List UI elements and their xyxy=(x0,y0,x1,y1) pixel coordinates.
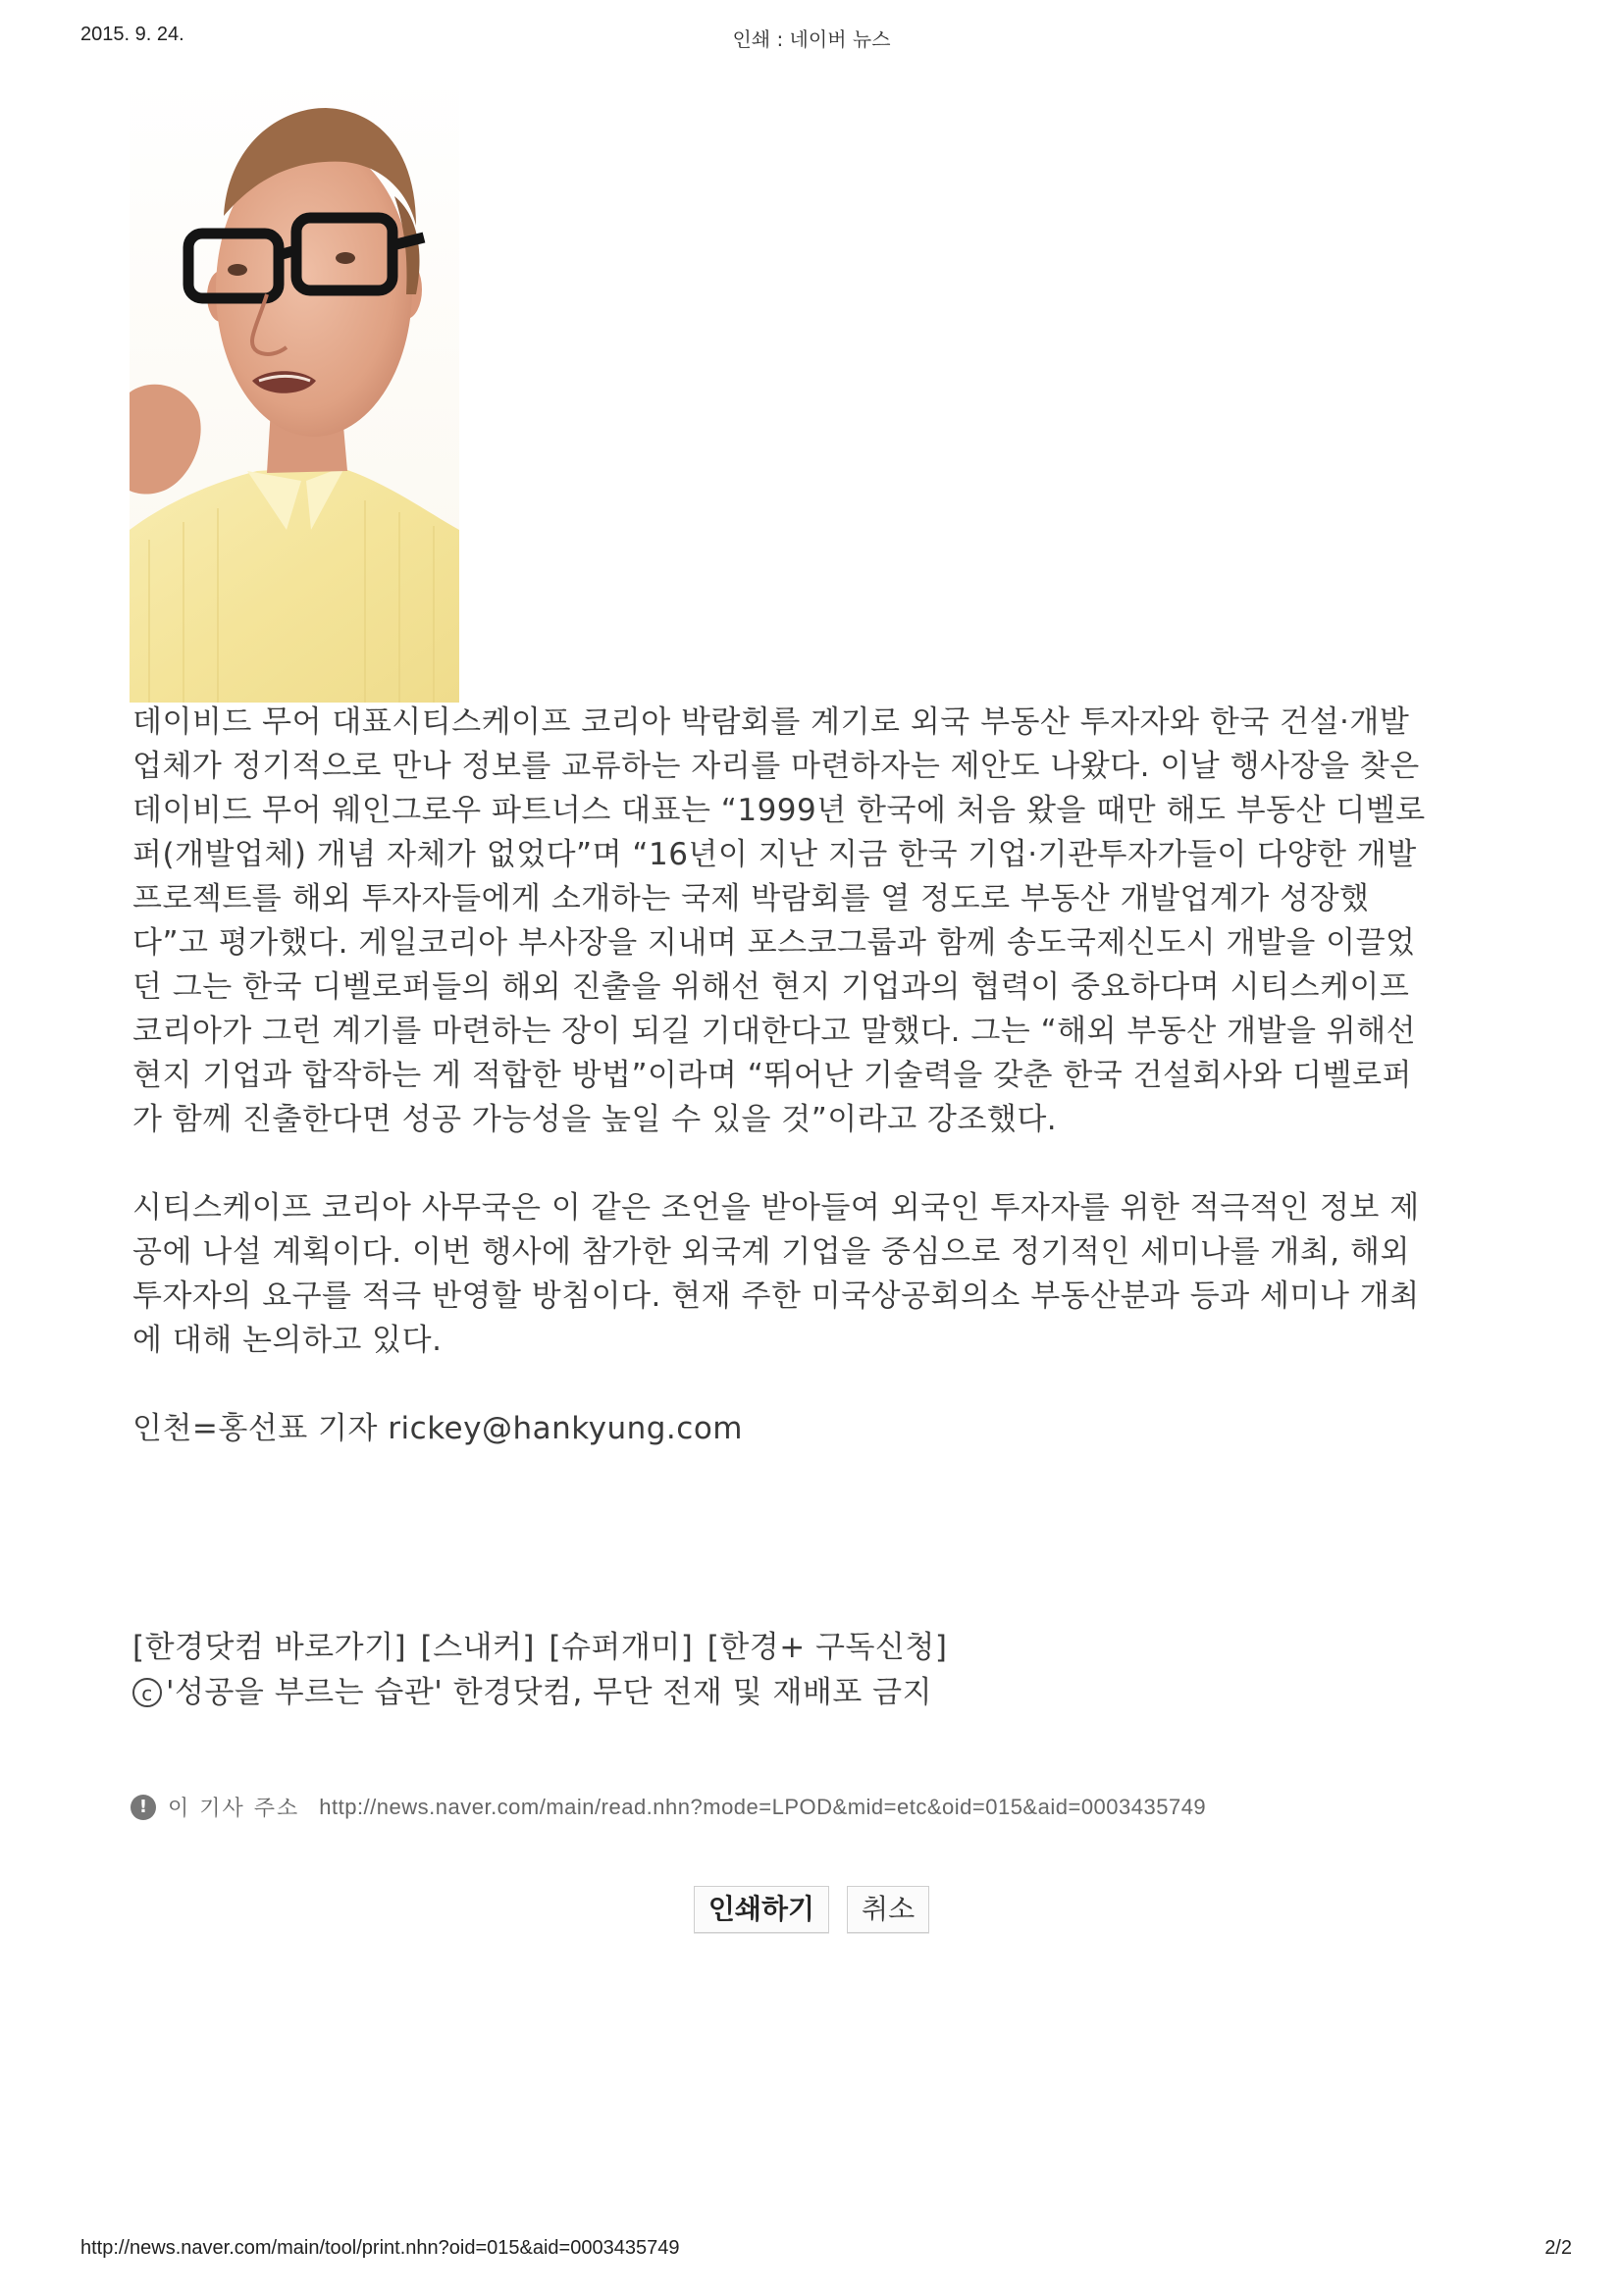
link-row xyxy=(132,1625,1438,1670)
related-links xyxy=(132,1625,1438,1715)
article-source xyxy=(131,1792,1206,1822)
print-actions xyxy=(0,1886,1623,1933)
source-label: 이 기사 주소 xyxy=(168,1797,300,1821)
byline: 인천=홍선표 기자 rickey@hankyung.com xyxy=(132,1411,743,1446)
article-paragraph-2: 시티스케이프 코리아 사무국은 이 같은 조언을 받아들여 외국인 투자자를 위한 적극적인 정보 제공에 나설 계획이다. 이번 행사에 참가한 외국계 기업을 중심으로 정기적인 세미나를 개최, 해외 투자자의 요구를 적극 반영할 방침이다. 현재 주한 미국상공회의소 부동산분과 등과 세미나 개최에 대해 논의하고 있다. xyxy=(132,1190,1420,1358)
info-icon: ! xyxy=(131,1795,156,1820)
cancel-button[interactable]: 취소 xyxy=(847,1886,929,1933)
link-subscribe[interactable]: [한경+ 구독신청] xyxy=(707,1630,948,1665)
source-url[interactable]: http://news.naver.com/main/read.nhn?mode=LPOD&mid=etc&oid=015&aid=0003435749 xyxy=(319,1794,1207,1819)
page-number: 2/2 xyxy=(1544,2237,1572,2259)
article-paragraph-1: 데이비드 무어 대표시티스케이프 코리아 박람회를 계기로 외국 부동산 투자자와 한국 건설·개발업체가 정기적으로 만나 정보를 교류하는 자리를 마련하자는 제안도 나왔다. 이날 행사장을 찾은 데이비드 무어 웨인그로우 파트너스 대표는 “1999년 한국에 처음 왔을 때만 해도 부동산 디벨로퍼(개발업체) 개념 자체가 없었다”며 “16년이 지난 지금 한국 기업·기관투자가들이 다양한 개발 프로젝트를 해외 투자자들에게 소개하는 국제 박람회를 열 정도로 부동산 개발업계가 성장했다”고 평가했다. 게일코리아 부사장을 지내며 포스코그룹과 함께 송도국제신도시 개발을 이끌었던 그는 한국 디벨로퍼들의 해외 진출을 위해선 현지 기업과의 협력이 중요하다며 시티스케이프 코리아가 그런 계기를 마련하는 장이 되길 기대한다고 말했다. 그는 “해외 부동산 개발을 위해선 현지 기업과 합작하는 게 적합한 방법”이라며 “뛰어난 기술력을 갖춘 한국 건설회사와 디벨로퍼가 함께 진출한다면 성공 가능성을 높일 수 있을 것”이라고 강조했다. xyxy=(132,704,1426,1137)
footer-url: http://news.naver.com/main/tool/print.nhn?oid=015&aid=0003435749 xyxy=(80,2237,680,2259)
link-super-ant[interactable]: [슈퍼개미] xyxy=(549,1630,694,1665)
copyright-icon: c xyxy=(132,1678,162,1707)
print-date: 2015. 9. 24. xyxy=(80,24,184,45)
copyright-line xyxy=(132,1670,1438,1715)
print-page-title: 인쇄 : 네이버 뉴스 xyxy=(732,27,891,51)
copyright-text: '성공을 부르는 습관' 한경닷컴, 무단 전재 및 재배포 금지 xyxy=(166,1675,933,1710)
link-hankyung-home[interactable]: [한경닷컴 바로가기] xyxy=(132,1630,407,1665)
print-button[interactable]: 인쇄하기 xyxy=(694,1886,829,1933)
link-snacker[interactable]: [스내커] xyxy=(420,1630,536,1665)
article-body xyxy=(132,701,1438,1451)
portrait-photo xyxy=(130,69,459,703)
